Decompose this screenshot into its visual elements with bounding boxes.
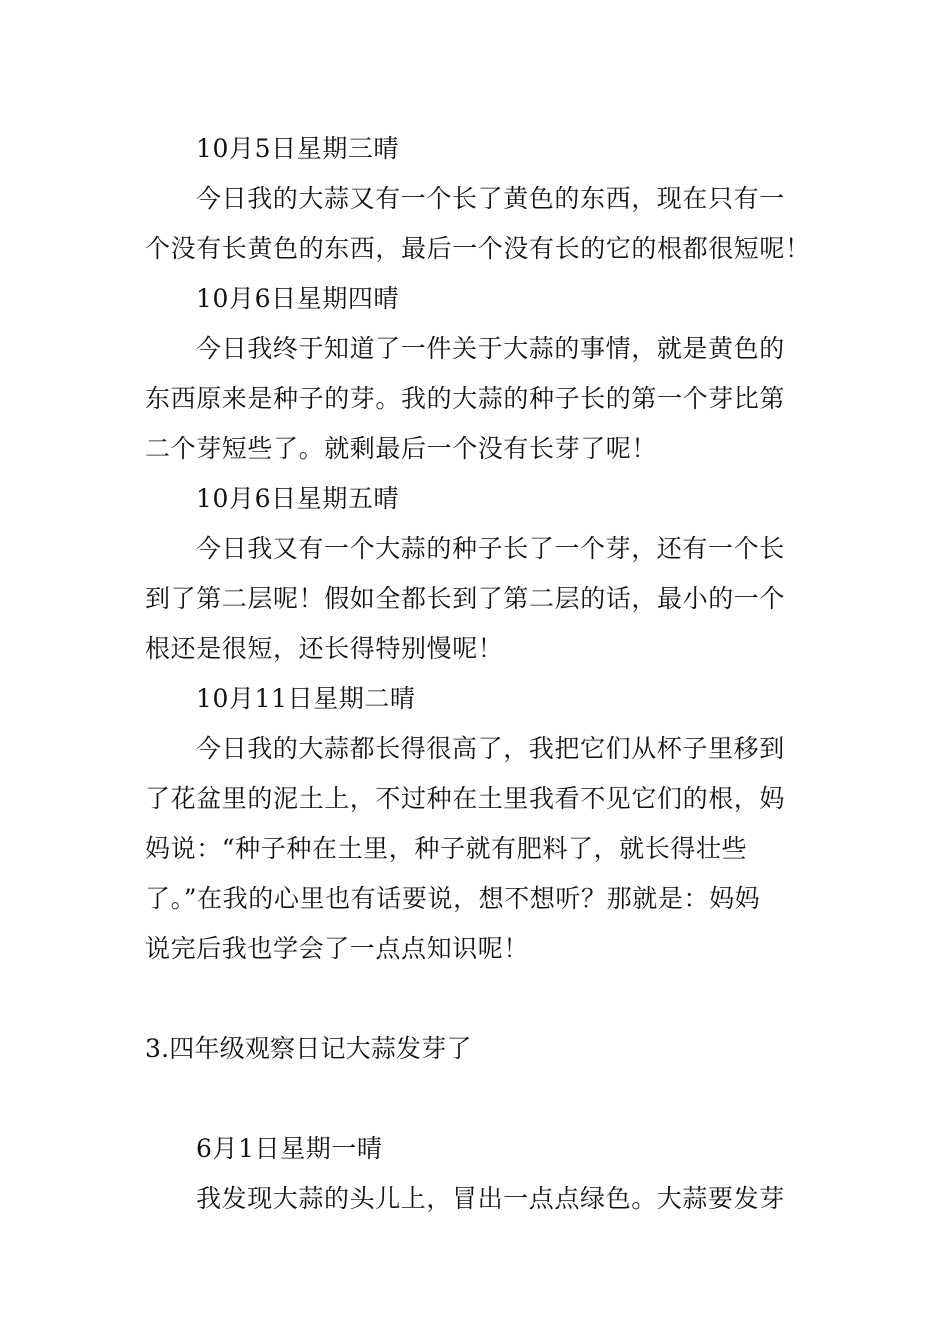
entry-text-line: 今日我的大蒜都长得很高了，我把它们从杯子里移到 xyxy=(196,734,785,763)
entry-text-line: 到了第二层呢！假如全都长到了第二层的话，最小的一个 xyxy=(145,584,786,613)
entry-text-line: 个没有长黄色的东西，最后一个没有长的它的根都很短呢！ xyxy=(145,234,811,263)
entry-text-line: 今日我终于知道了一件关于大蒜的事情，就是黄色的 xyxy=(196,334,785,363)
entry-text-line: 二个芽短些了。就剩最后一个没有长芽了呢！ xyxy=(145,434,658,463)
entry-date: 10月11日星期二晴 xyxy=(196,684,416,713)
entry-date: 6月1日星期一晴 xyxy=(196,1134,383,1163)
entry-date: 10月5日星期三晴 xyxy=(196,134,400,163)
entry-text-line: 我发现大蒜的头儿上，冒出一点点绿色。大蒜要发芽 xyxy=(196,1184,785,1213)
entry-text-line: 说完后我也学会了一点点知识呢！ xyxy=(145,934,530,963)
entry-text-line: 根还是很短，还长得特别慢呢！ xyxy=(145,634,504,663)
entry-text-line: 妈说：“种子种在土里，种子就有肥料了，就长得壮些 xyxy=(145,834,748,863)
entry-date: 10月6日星期五晴 xyxy=(196,484,400,513)
entry-text-line: 今日我的大蒜又有一个长了黄色的东西，现在只有一 xyxy=(196,184,785,213)
entry-text-line: 了。”在我的心里也有话要说，想不想听？那就是：妈妈 xyxy=(145,884,761,913)
entry-date: 10月6日星期四晴 xyxy=(196,284,400,313)
entry-text-line: 今日我又有一个大蒜的种子长了一个芽，还有一个长 xyxy=(196,534,785,563)
entry-text-line: 了花盆里的泥土上，不过种在土里我看不见它们的根，妈 xyxy=(145,784,786,813)
entry-text-line: 东西原来是种子的芽。我的大蒜的种子长的第一个芽比第 xyxy=(145,384,786,413)
section-heading: 3.四年级观察日记大蒜发芽了 xyxy=(145,1034,472,1063)
